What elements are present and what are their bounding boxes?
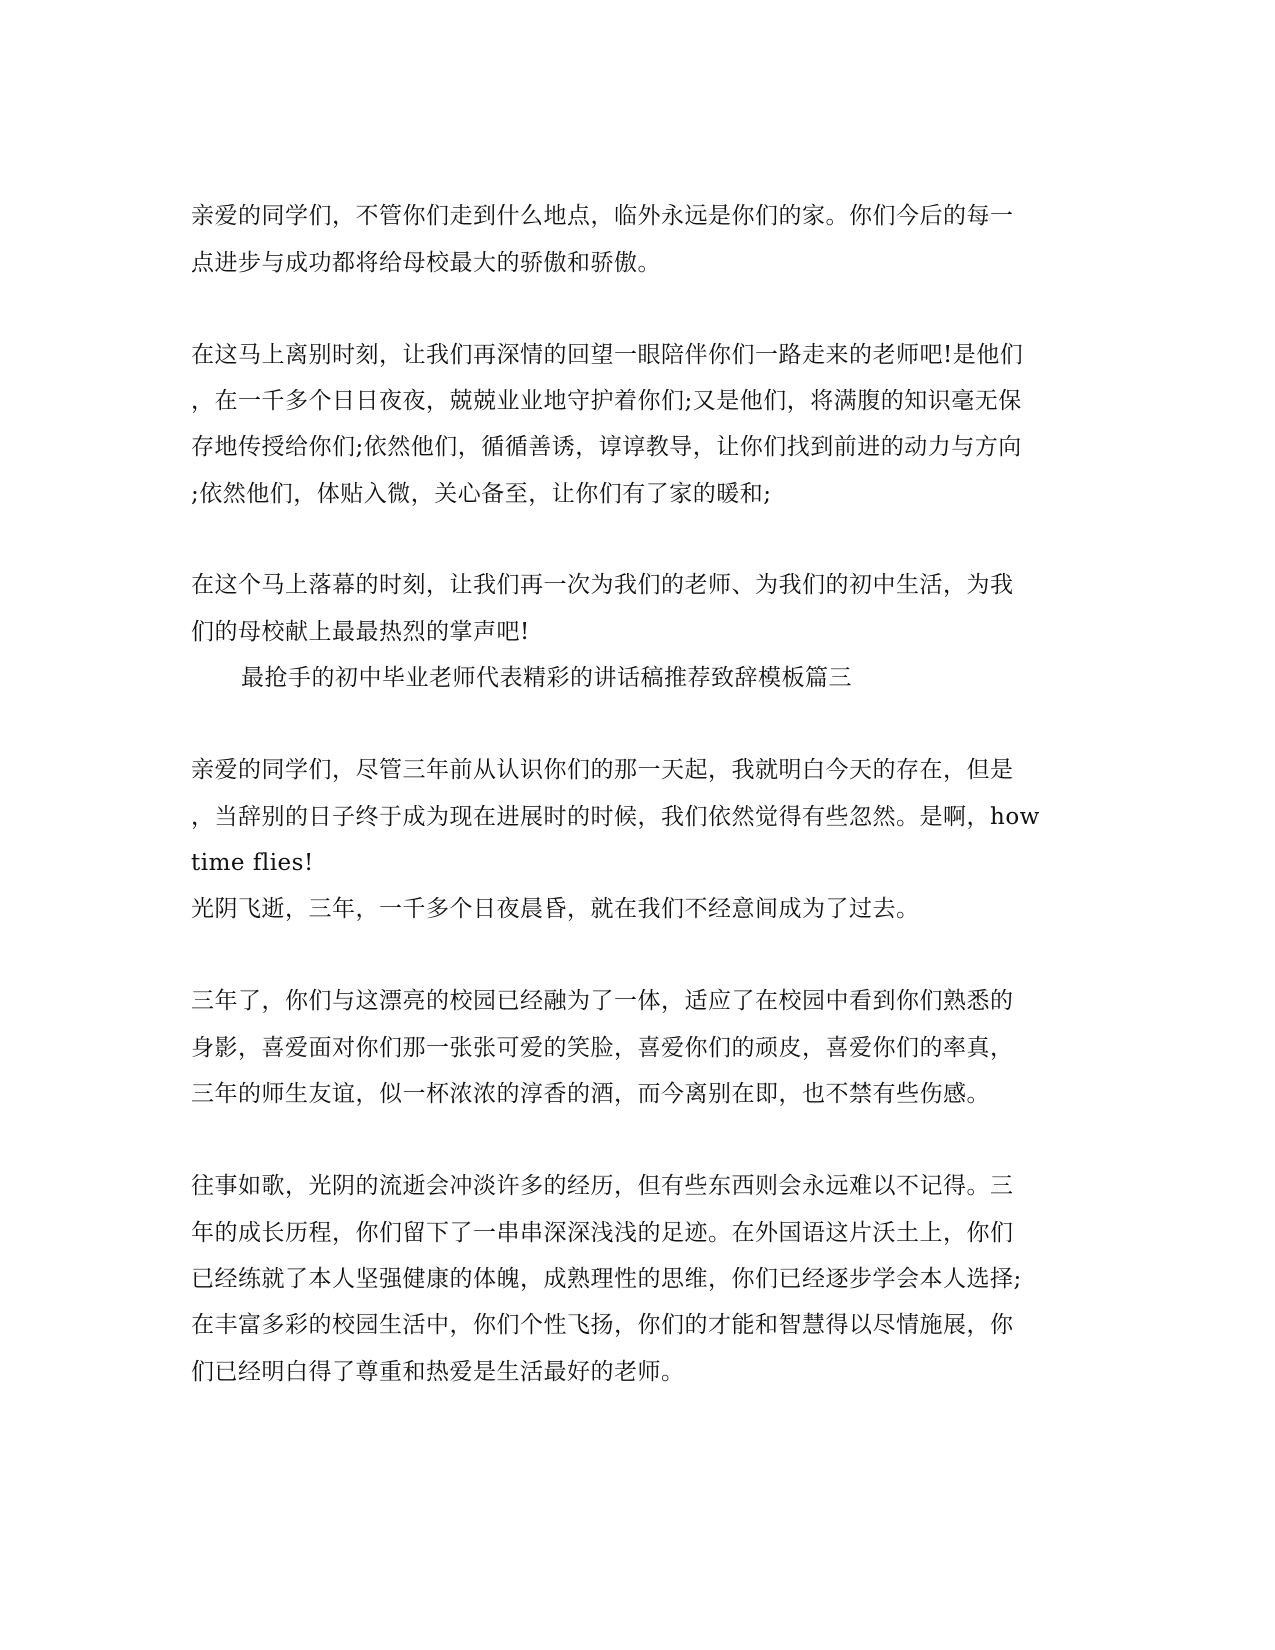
paragraph-2-line-1: 在这马上离别时刻，让我们再深情的回望一眼陪伴你们一路走来的老师吧!是他们 [191,342,1024,368]
paragraph-6-line-2: 年的成长历程，你们留下了一串串深深浅浅的足迹。在外国语这片沃土上，你们 [191,1220,1014,1246]
paragraph-4-line-3: time flies! [191,850,314,876]
paragraph-4-line-1: 亲爱的同学们，尽管三年前从认识你们的那一天起，我就明白今天的存在，但是 [191,757,1014,783]
paragraph-5-line-2: 身影，喜爱面对你们那一张张可爱的笑脸，喜爱你们的顽皮，喜爱你们的率真， [191,1035,1014,1061]
paragraph-5-line-1: 三年了，你们与这漂亮的校园已经融为了一体，适应了在校园中看到你们熟悉的 [191,988,1014,1014]
paragraph-6-line-5: 们已经明白得了尊重和热爱是生活最好的老师。 [191,1359,685,1385]
paragraph-3-line-2: 们的母校献上最最热烈的掌声吧! [191,619,530,645]
paragraph-4-line-4: 光阴飞逝，三年，一千多个日夜晨昏，就在我们不经意间成为了过去。 [191,896,920,922]
paragraph-2-line-4: ;依然他们，体贴入微，关心备至，让你们有了家的暖和; [191,481,772,507]
paragraph-6-line-3: 已经练就了本人坚强健康的体魄，成熟理性的思维，你们已经逐步学会本人选择; [191,1266,1022,1292]
paragraph-1-line-1: 亲爱的同学们，不管你们走到什么地点，临外永远是你们的家。你们今后的每一 [191,203,1014,229]
paragraph-6-line-1: 往事如歌，光阴的流逝会冲淡许多的经历，但有些东西则会永远难以不记得。三 [191,1173,1014,1199]
paragraph-6-line-4: 在丰富多彩的校园生活中，你们个性飞扬，你们的才能和智慧得以尽情施展，你 [191,1312,1014,1338]
paragraph-2-line-3: 存地传授给你们;依然他们，循循善诱，谆谆教导，让你们找到前进的动力与方向 [191,434,1022,460]
paragraph-2-line-2: ，在一千多个日日夜夜，兢兢业业地守护着你们;又是他们，将满腹的知识毫无保 [191,388,1022,414]
paragraph-1-line-2: 点进步与成功都将给母校最大的骄傲和骄傲。 [191,250,661,276]
paragraph-3-line-1: 在这个马上落幕的时刻，让我们再一次为我们的老师、为我们的初中生活，为我 [191,572,1014,598]
paragraph-5-line-3: 三年的师生友谊，似一杯浓浓的淳香的酒，而今离别在即，也不禁有些伤感。 [191,1081,990,1107]
paragraph-4-line-2: ，当辞别的日子终于成为现在进展时的时候，我们依然觉得有些忽然。是啊，how [191,804,1040,830]
section-heading: 最抢手的初中毕业老师代表精彩的讲话稿推荐致辞模板篇三 [241,665,852,691]
